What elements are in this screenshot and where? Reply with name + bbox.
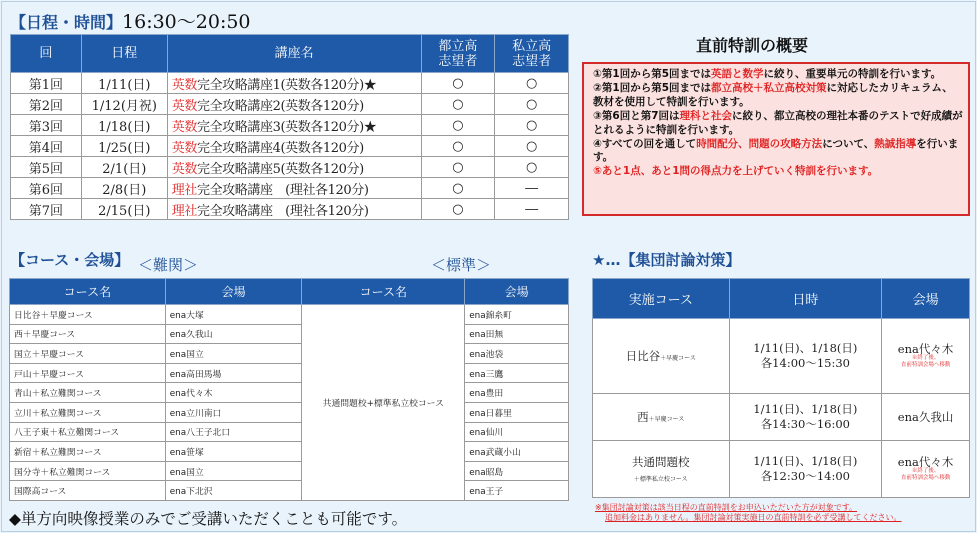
schedule-title [10,7,251,34]
group-datetime-cell [729,319,882,394]
venue-row [10,324,569,344]
group-note-2: 直前特訓会場へ移動 [900,362,951,368]
overview-hl: 時間配分、問題の攻略方法 [696,137,823,150]
round-cell: 第4回 [11,136,82,157]
course-cell [167,199,421,220]
standard-venue-cell: ena王子 [465,481,569,501]
difficult-venue-cell: ena国立 [165,344,302,364]
difficult-course-cell: 日比谷＋早慶コース [10,305,166,325]
standard-venue-cell: ena池袋 [465,344,569,364]
course-subject: 英数 [171,140,197,156]
course-cell [167,73,421,94]
overview-post: を行います。 [593,137,959,164]
group-row [593,319,970,394]
header-course-standard: コース名 [302,279,465,305]
overview-hl: 理科と社会 [679,109,733,122]
group-note-2: 直前特訓会場へ移動 [900,475,951,481]
header-tokyo-line2: 志望者 [438,53,478,69]
group-venue: ena久我山 [897,410,954,424]
course-name: 完全攻略講座 (理社各120分) [196,182,369,198]
header-course: 講座名 [167,35,421,73]
group-course-name: 西 [637,410,649,424]
date-cell: 1/25(日) [81,136,167,157]
difficult-venue-cell: ena高田馬場 [165,363,302,383]
course-subject: 理社 [171,182,197,198]
group-course-name: 共通問題校 [632,455,690,469]
difficult-venue-cell: ena下北沢 [165,481,302,501]
venue-row [10,305,569,325]
schedule-row [11,199,569,220]
difficult-course-cell: 新宿＋私立難関コース [10,442,166,462]
overview-hl: 英語と数学 [711,68,764,80]
standard-venue-cell: ena昭島 [465,461,569,481]
group-course-small: ＋標準私立校コース [633,476,688,483]
schedule-time: 16:30～20:50 [122,11,251,33]
group-course-cell [593,441,730,498]
course-name: 完全攻略講座2(英数各120分) [196,98,364,114]
difficult-course-cell: 八王子東＋私立難関コース [10,422,166,442]
difficult-venue-cell: ena笹塚 [165,442,302,462]
schedule-row [11,157,569,178]
course-cell [167,115,421,136]
footer-note: ◆単方向映像授業のみでご受講いただくことも可能です。 [9,510,408,528]
difficult-course-cell: 西＋早慶コース [10,324,166,344]
difficult-course-cell: 国際高コース [10,481,166,501]
overview-pre: ④すべての回を通して [593,137,697,150]
course-cell [167,136,421,157]
group-date: 1/11(日)、1/18(日) [753,341,858,355]
header-course-difficult: コース名 [10,279,166,305]
standard-course-cell: 共通問題校+標準私立校コース [302,305,465,501]
schedule-table [10,34,569,220]
course-cell [167,157,421,178]
difficult-course-cell: 国分寺＋私立難関コース [10,461,166,481]
group-course-name: 日比谷 [625,349,661,363]
tokyo-mark: ○ [421,199,495,220]
header-private [495,35,569,73]
schedule-row [11,115,569,136]
round-cell: 第5回 [11,157,82,178]
venue-row [10,363,569,383]
overview-item [593,110,963,138]
difficult-course-cell: 青山＋私立難関コース [10,383,166,403]
date-cell: 1/11(日) [81,73,167,94]
footer-disclaimer [595,503,901,523]
private-mark: ○ [495,136,569,157]
header-tokyo [421,35,495,73]
date-cell: 2/8(日) [81,178,167,199]
group-row [593,441,970,498]
round-cell: 第1回 [11,73,82,94]
schedule-title-label: 【日程・時間】 [10,13,123,32]
overview-hl: 都立高校＋私立高校対策 [711,81,827,94]
overview-pre: ③第6回と第7回は [593,109,680,122]
difficult-venue-cell: ena大塚 [165,305,302,325]
group-datetime-cell [729,394,882,441]
schedule-row [11,178,569,199]
date-cell: 2/1(日) [81,157,167,178]
header-private-line1: 私立高 [512,38,552,54]
course-cell [167,94,421,115]
header-group-course: 実施コース [593,279,730,319]
date-cell: 2/15(日) [81,199,167,220]
round-cell: 第6回 [11,178,82,199]
venue-row [10,461,569,481]
tokyo-mark: ○ [421,94,495,115]
header-round: 回 [11,35,82,73]
difficult-venue-cell: ena八王子北口 [165,422,302,442]
difficult-course-cell: 立川＋私立難関コース [10,402,166,422]
date-cell: 1/18(日) [81,115,167,136]
group-datetime-cell [729,441,882,498]
course-subject: 理社 [171,203,197,219]
course-name: 完全攻略講座5(英数各120分) [196,161,364,177]
group-course-small: ＋早慶コース [648,416,685,423]
private-mark: ― [495,178,569,199]
tokyo-mark: ○ [421,73,495,94]
overview-pre: ①第1回から第5回までは [593,68,712,80]
private-mark: ○ [495,73,569,94]
courses-title-label: 【コース・会場】 [10,251,130,269]
venue-row [10,402,569,422]
difficult-venue-cell: ena立川南口 [165,402,302,422]
header-private-line2: 志望者 [512,53,552,69]
overview-item [593,82,963,110]
header-venue-standard: 会場 [465,279,569,305]
course-subject: 英数 [171,161,197,177]
overview-item [593,68,963,82]
group-note-1: ※終了後、 [911,468,940,474]
round-cell: 第3回 [11,115,82,136]
group-note-1: ※終了後、 [911,355,940,361]
overview-box [582,62,970,216]
venue-row [10,344,569,364]
standard-venue-cell: ena日暮里 [465,402,569,422]
difficult-label: ＜難関＞ [138,256,199,274]
difficult-venue-cell: ena久我山 [165,324,302,344]
round-cell: 第2回 [11,94,82,115]
overview-item [593,138,963,166]
course-cell [167,178,421,199]
header-group-datetime: 日時 [729,279,882,319]
venue-row [10,383,569,403]
difficult-course-cell: 国立＋早慶コース [10,344,166,364]
course-name: 完全攻略講座3(英数各120分)★ [196,119,377,135]
group-venue-cell [882,441,970,498]
overview-item [593,165,963,179]
group-time: 各14:30～16:00 [760,417,850,431]
standard-venue-cell: ena仙川 [465,422,569,442]
standard-venue-cell: ena三鷹 [465,363,569,383]
course-name: 完全攻略講座 (理社各120分) [196,203,369,219]
course-name: 完全攻略講座4(英数各120分) [196,140,364,156]
courses-title [10,249,129,270]
difficult-venue-cell: ena国立 [165,461,302,481]
group-venue: ena代々木 [897,455,954,469]
overview-post: に対応したカリキュラム、教材を使用して特訓を行います。 [593,81,953,108]
tokyo-mark: ○ [421,178,495,199]
schedule-row [11,94,569,115]
difficult-venue-cell: ena代々木 [165,383,302,403]
overview-mid: について、 [822,137,875,150]
standard-venue-cell: ena豊田 [465,383,569,403]
group-time: 各12:30～14:00 [760,469,850,483]
overview-title: 直前特訓の概要 [696,36,809,55]
overview-pre: ②第1回から第5回までは [593,81,712,94]
header-tokyo-line1: 都立高 [438,38,478,54]
standard-venue-cell: ena武蔵小山 [465,442,569,462]
private-mark: ○ [495,94,569,115]
venue-row [10,422,569,442]
standard-venue-cell: ena錦糸町 [465,305,569,325]
overview-post: に絞り、都立高校の理社本番のテストで好成績がとれるように特訓を行います。 [593,109,963,136]
group-venue-cell [882,319,970,394]
group-time: 各14:00～15:30 [760,356,850,370]
venue-row [10,481,569,501]
private-mark: ○ [495,115,569,136]
standard-venue-cell: ena田無 [465,324,569,344]
overview-hl2: 熱誠指導 [874,137,917,150]
footer-disclaimer-line2: 追加料金はありません。集団討論対策実施日の直前特訓を必ず受講してください。 [605,513,902,522]
overview-post: に絞り、重要単元の特訓を行います。 [763,68,942,80]
group-course-small: ＋早慶コース [660,355,696,362]
difficult-course-cell: 戸山＋早慶コース [10,363,166,383]
group-row [593,394,970,441]
overview-hl: ⑤あと1点、あと1問の得点力 [593,165,733,178]
course-subject: 英数 [171,119,197,135]
schedule-row [11,73,569,94]
course-subject: 英数 [171,98,197,114]
course-subject: 英数 [171,77,197,93]
header-date: 日程 [81,35,167,73]
date-cell: 1/12(月祝) [81,94,167,115]
group-venue-cell [882,394,970,441]
tokyo-mark: ○ [421,115,495,136]
venues-table [9,278,569,501]
group-title: ★…【集団討論対策】 [592,251,741,269]
header-venue-difficult: 会場 [165,279,302,305]
header-group-venue: 会場 [882,279,970,319]
standard-label: ＜標準＞ [431,256,492,274]
course-name: 完全攻略講座1(英数各120分)★ [196,77,377,93]
group-course-cell [593,394,730,441]
tokyo-mark: ○ [421,157,495,178]
group-date: 1/11(日)、1/18(日) [753,402,858,416]
group-table [592,278,970,498]
group-venue: ena代々木 [897,342,954,356]
schedule-row [11,136,569,157]
private-mark: ― [495,199,569,220]
tokyo-mark: ○ [421,136,495,157]
group-course-cell [593,319,730,394]
overview-post: を上げていく特訓を行います。 [732,165,879,178]
round-cell: 第7回 [11,199,82,220]
venue-row [10,442,569,462]
footer-disclaimer-line1: ※集団討論対策は該当日程の直前特訓をお申込いただいた方が対象です。 [595,503,858,512]
private-mark: ○ [495,157,569,178]
group-date: 1/11(日)、1/18(日) [753,454,858,468]
